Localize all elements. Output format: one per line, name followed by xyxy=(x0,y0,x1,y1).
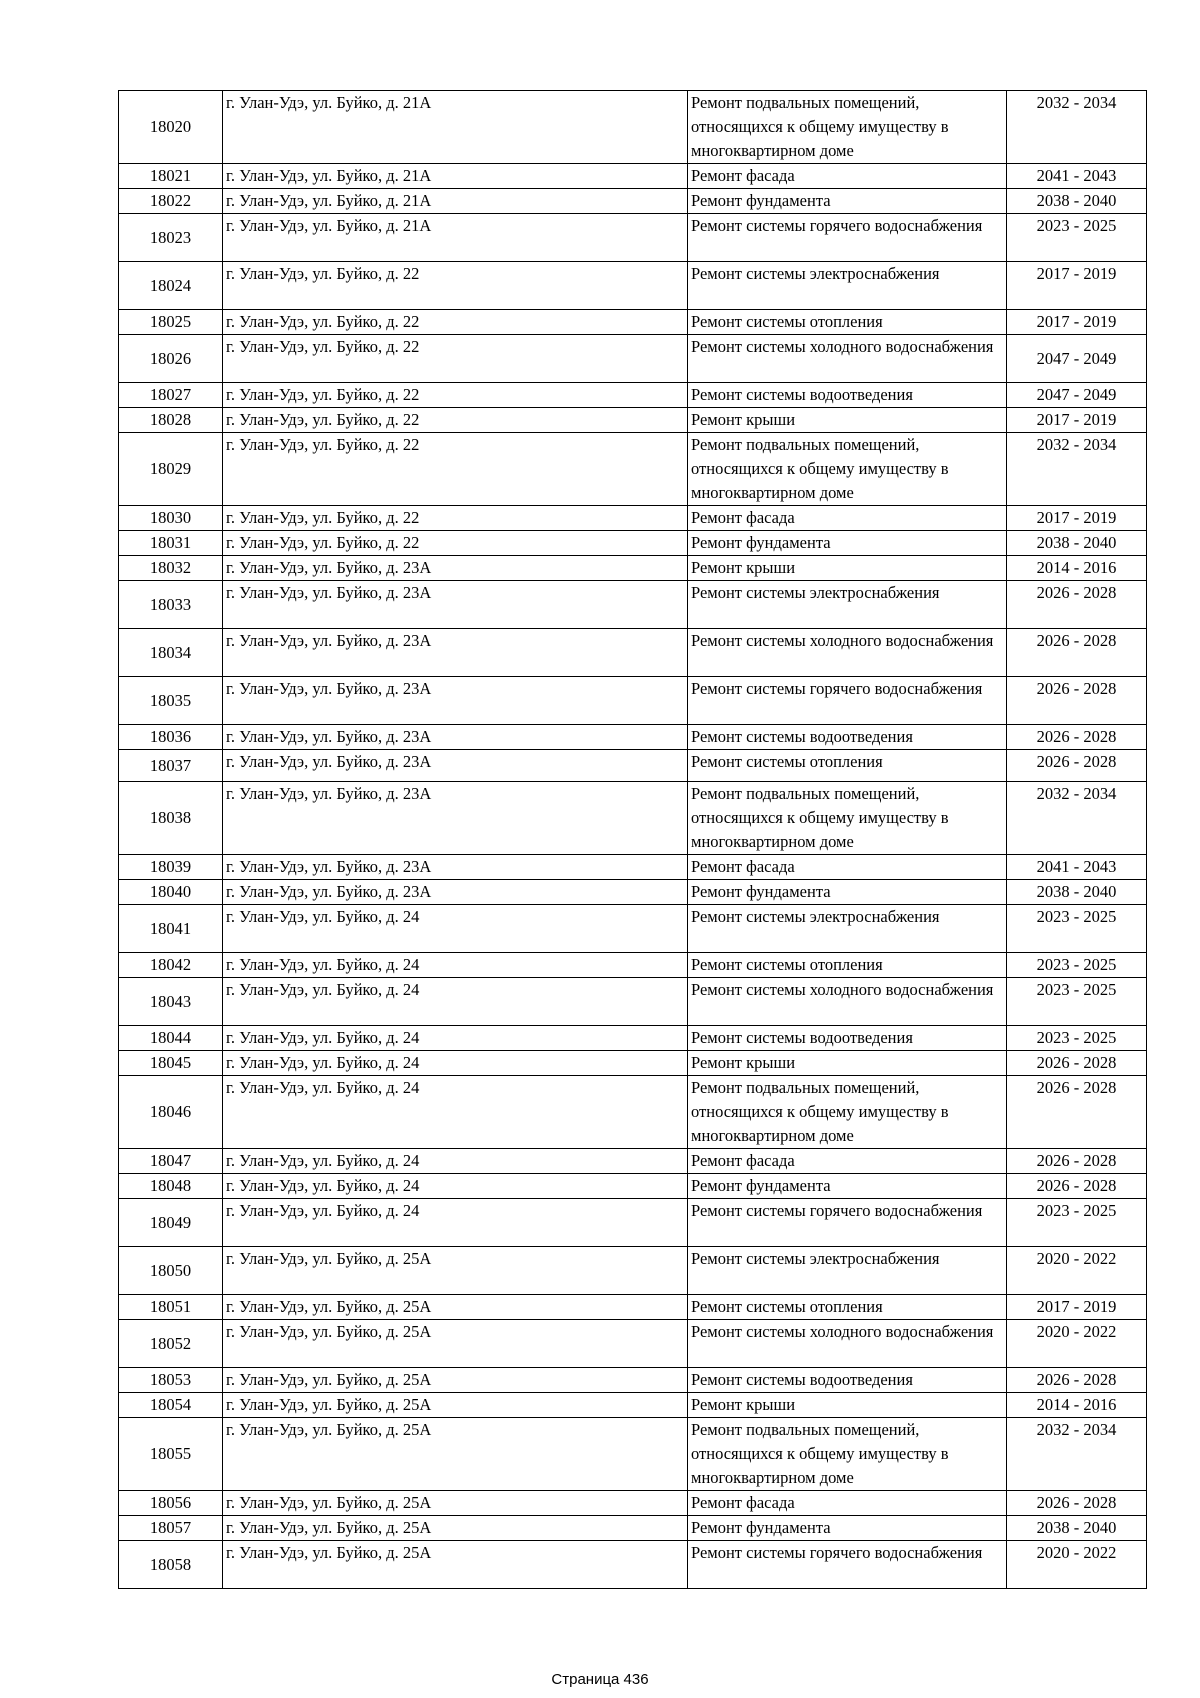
table-row xyxy=(119,1026,1147,1051)
row-number-cell: 18045 xyxy=(119,1051,223,1076)
row-number-cell: 18020 xyxy=(119,91,223,164)
period-cell: 2026 - 2028 xyxy=(1007,725,1147,750)
row-number-cell: 18032 xyxy=(119,556,223,581)
row-number-cell: 18037 xyxy=(119,750,223,782)
address-cell: г. Улан-Удэ, ул. Буйко, д. 25А xyxy=(223,1516,688,1541)
period-cell: 2041 - 2043 xyxy=(1007,164,1147,189)
period-cell: 2026 - 2028 xyxy=(1007,1149,1147,1174)
row-number-cell: 18031 xyxy=(119,531,223,556)
period-cell: 2047 - 2049 xyxy=(1007,335,1147,383)
row-number-cell: 18052 xyxy=(119,1320,223,1368)
address-cell: г. Улан-Удэ, ул. Буйко, д. 25А xyxy=(223,1247,688,1295)
table-row xyxy=(119,408,1147,433)
address-cell: г. Улан-Удэ, ул. Буйко, д. 23А xyxy=(223,782,688,855)
period-cell: 2023 - 2025 xyxy=(1007,214,1147,262)
period-cell: 2047 - 2049 xyxy=(1007,383,1147,408)
period-cell: 2017 - 2019 xyxy=(1007,408,1147,433)
work-type-cell: Ремонт системы отопления xyxy=(688,953,1007,978)
table-row xyxy=(119,262,1147,310)
row-number-cell: 18030 xyxy=(119,506,223,531)
address-cell: г. Улан-Удэ, ул. Буйко, д. 21А xyxy=(223,91,688,164)
address-cell: г. Улан-Удэ, ул. Буйко, д. 23А xyxy=(223,581,688,629)
address-cell: г. Улан-Удэ, ул. Буйко, д. 23А xyxy=(223,725,688,750)
work-type-cell: Ремонт системы водоотведения xyxy=(688,1368,1007,1393)
row-number-cell: 18038 xyxy=(119,782,223,855)
table-row xyxy=(119,1076,1147,1149)
work-type-cell: Ремонт системы холодного водоснабжения xyxy=(688,629,1007,677)
table-row xyxy=(119,581,1147,629)
work-type-cell: Ремонт подвальных помещений, относящихся к общему имуществу в многоквартирном доме xyxy=(688,1418,1007,1491)
address-cell: г. Улан-Удэ, ул. Буйко, д. 24 xyxy=(223,953,688,978)
period-cell: 2026 - 2028 xyxy=(1007,629,1147,677)
period-cell: 2020 - 2022 xyxy=(1007,1541,1147,1589)
period-cell: 2026 - 2028 xyxy=(1007,1076,1147,1149)
work-type-cell: Ремонт системы холодного водоснабжения xyxy=(688,335,1007,383)
period-cell: 2020 - 2022 xyxy=(1007,1320,1147,1368)
period-cell: 2026 - 2028 xyxy=(1007,1491,1147,1516)
row-number-cell: 18039 xyxy=(119,855,223,880)
address-cell: г. Улан-Удэ, ул. Буйко, д. 23А xyxy=(223,855,688,880)
row-number-cell: 18058 xyxy=(119,1541,223,1589)
table-row xyxy=(119,905,1147,953)
row-number-cell: 18029 xyxy=(119,433,223,506)
table-row xyxy=(119,433,1147,506)
table-body xyxy=(119,91,1147,1589)
period-cell: 2014 - 2016 xyxy=(1007,556,1147,581)
address-cell: г. Улан-Удэ, ул. Буйко, д. 22 xyxy=(223,408,688,433)
work-type-cell: Ремонт фундамента xyxy=(688,1174,1007,1199)
row-number-cell: 18054 xyxy=(119,1393,223,1418)
address-cell: г. Улан-Удэ, ул. Буйко, д. 24 xyxy=(223,1199,688,1247)
table-row xyxy=(119,1320,1147,1368)
address-cell: г. Улан-Удэ, ул. Буйко, д. 24 xyxy=(223,1026,688,1051)
row-number-cell: 18022 xyxy=(119,189,223,214)
row-number-cell: 18051 xyxy=(119,1295,223,1320)
work-type-cell: Ремонт системы электроснабжения xyxy=(688,905,1007,953)
table-row xyxy=(119,725,1147,750)
address-cell: г. Улан-Удэ, ул. Буйко, д. 22 xyxy=(223,262,688,310)
work-type-cell: Ремонт фасада xyxy=(688,506,1007,531)
table-row xyxy=(119,1541,1147,1589)
period-cell: 2038 - 2040 xyxy=(1007,1516,1147,1541)
row-number-cell: 18024 xyxy=(119,262,223,310)
work-type-cell: Ремонт системы холодного водоснабжения xyxy=(688,1320,1007,1368)
row-number-cell: 18049 xyxy=(119,1199,223,1247)
work-type-cell: Ремонт системы отопления xyxy=(688,1295,1007,1320)
work-type-cell: Ремонт крыши xyxy=(688,1393,1007,1418)
work-type-cell: Ремонт подвальных помещений, относящихся к общему имуществу в многоквартирном доме xyxy=(688,1076,1007,1149)
address-cell: г. Улан-Удэ, ул. Буйко, д. 23А xyxy=(223,750,688,782)
table-row xyxy=(119,556,1147,581)
work-type-cell: Ремонт крыши xyxy=(688,556,1007,581)
address-cell: г. Улан-Удэ, ул. Буйко, д. 22 xyxy=(223,383,688,408)
work-type-cell: Ремонт подвальных помещений, относящихся к общему имуществу в многоквартирном доме xyxy=(688,91,1007,164)
period-cell: 2032 - 2034 xyxy=(1007,782,1147,855)
table-row xyxy=(119,1295,1147,1320)
table-row xyxy=(119,629,1147,677)
address-cell: г. Улан-Удэ, ул. Буйко, д. 25А xyxy=(223,1295,688,1320)
address-cell: г. Улан-Удэ, ул. Буйко, д. 24 xyxy=(223,978,688,1026)
period-cell: 2023 - 2025 xyxy=(1007,1199,1147,1247)
work-type-cell: Ремонт системы отопления xyxy=(688,750,1007,782)
row-number-cell: 18043 xyxy=(119,978,223,1026)
address-cell: г. Улан-Удэ, ул. Буйко, д. 23А xyxy=(223,556,688,581)
period-cell: 2017 - 2019 xyxy=(1007,262,1147,310)
work-type-cell: Ремонт системы водоотведения xyxy=(688,1026,1007,1051)
period-cell: 2017 - 2019 xyxy=(1007,506,1147,531)
work-type-cell: Ремонт системы электроснабжения xyxy=(688,262,1007,310)
table-row xyxy=(119,1418,1147,1491)
row-number-cell: 18044 xyxy=(119,1026,223,1051)
table-row xyxy=(119,1199,1147,1247)
period-cell: 2032 - 2034 xyxy=(1007,91,1147,164)
row-number-cell: 18025 xyxy=(119,310,223,335)
period-cell: 2014 - 2016 xyxy=(1007,1393,1147,1418)
table-row xyxy=(119,855,1147,880)
row-number-cell: 18026 xyxy=(119,335,223,383)
table-row xyxy=(119,953,1147,978)
work-type-cell: Ремонт системы водоотведения xyxy=(688,383,1007,408)
period-cell: 2026 - 2028 xyxy=(1007,581,1147,629)
work-type-cell: Ремонт системы электроснабжения xyxy=(688,581,1007,629)
work-type-cell: Ремонт системы горячего водоснабжения xyxy=(688,677,1007,725)
row-number-cell: 18056 xyxy=(119,1491,223,1516)
row-number-cell: 18027 xyxy=(119,383,223,408)
table-row xyxy=(119,1368,1147,1393)
address-cell: г. Улан-Удэ, ул. Буйко, д. 22 xyxy=(223,335,688,383)
table-row xyxy=(119,782,1147,855)
table-row xyxy=(119,335,1147,383)
table-row xyxy=(119,880,1147,905)
row-number-cell: 18047 xyxy=(119,1149,223,1174)
work-type-cell: Ремонт системы горячего водоснабжения xyxy=(688,1199,1007,1247)
period-cell: 2032 - 2034 xyxy=(1007,1418,1147,1491)
address-cell: г. Улан-Удэ, ул. Буйко, д. 23А xyxy=(223,880,688,905)
row-number-cell: 18028 xyxy=(119,408,223,433)
repair-schedule-table xyxy=(118,90,1147,1589)
period-cell: 2026 - 2028 xyxy=(1007,1368,1147,1393)
table-row xyxy=(119,189,1147,214)
work-type-cell: Ремонт подвальных помещений, относящихся к общему имуществу в многоквартирном доме xyxy=(688,433,1007,506)
table-row xyxy=(119,383,1147,408)
work-type-cell: Ремонт фасада xyxy=(688,1149,1007,1174)
period-cell: 2017 - 2019 xyxy=(1007,1295,1147,1320)
address-cell: г. Улан-Удэ, ул. Буйко, д. 24 xyxy=(223,1051,688,1076)
work-type-cell: Ремонт фундамента xyxy=(688,880,1007,905)
table-row xyxy=(119,164,1147,189)
work-type-cell: Ремонт фундамента xyxy=(688,1516,1007,1541)
period-cell: 2023 - 2025 xyxy=(1007,1026,1147,1051)
row-number-cell: 18050 xyxy=(119,1247,223,1295)
document-sheet xyxy=(118,90,1146,1589)
period-cell: 2032 - 2034 xyxy=(1007,433,1147,506)
table-row xyxy=(119,1516,1147,1541)
table-row xyxy=(119,1174,1147,1199)
period-cell: 2026 - 2028 xyxy=(1007,1051,1147,1076)
address-cell: г. Улан-Удэ, ул. Буйко, д. 23А xyxy=(223,629,688,677)
work-type-cell: Ремонт системы горячего водоснабжения xyxy=(688,214,1007,262)
work-type-cell: Ремонт фасада xyxy=(688,164,1007,189)
period-cell: 2041 - 2043 xyxy=(1007,855,1147,880)
work-type-cell: Ремонт подвальных помещений, относящихся к общему имуществу в многоквартирном доме xyxy=(688,782,1007,855)
address-cell: г. Улан-Удэ, ул. Буйко, д. 24 xyxy=(223,905,688,953)
period-cell: 2026 - 2028 xyxy=(1007,1174,1147,1199)
address-cell: г. Улан-Удэ, ул. Буйко, д. 22 xyxy=(223,310,688,335)
address-cell: г. Улан-Удэ, ул. Буйко, д. 22 xyxy=(223,433,688,506)
work-type-cell: Ремонт системы электроснабжения xyxy=(688,1247,1007,1295)
work-type-cell: Ремонт системы отопления xyxy=(688,310,1007,335)
period-cell: 2026 - 2028 xyxy=(1007,677,1147,725)
work-type-cell: Ремонт фасада xyxy=(688,855,1007,880)
table-row xyxy=(119,1393,1147,1418)
work-type-cell: Ремонт фундамента xyxy=(688,189,1007,214)
work-type-cell: Ремонт системы горячего водоснабжения xyxy=(688,1541,1007,1589)
address-cell: г. Улан-Удэ, ул. Буйко, д. 21А xyxy=(223,164,688,189)
table-row xyxy=(119,978,1147,1026)
row-number-cell: 18048 xyxy=(119,1174,223,1199)
work-type-cell: Ремонт системы холодного водоснабжения xyxy=(688,978,1007,1026)
address-cell: г. Улан-Удэ, ул. Буйко, д. 21А xyxy=(223,214,688,262)
address-cell: г. Улан-Удэ, ул. Буйко, д. 25А xyxy=(223,1541,688,1589)
period-cell: 2038 - 2040 xyxy=(1007,880,1147,905)
table-row xyxy=(119,1491,1147,1516)
work-type-cell: Ремонт системы водоотведения xyxy=(688,725,1007,750)
row-number-cell: 18040 xyxy=(119,880,223,905)
address-cell: г. Улан-Удэ, ул. Буйко, д. 22 xyxy=(223,506,688,531)
row-number-cell: 18042 xyxy=(119,953,223,978)
period-cell: 2020 - 2022 xyxy=(1007,1247,1147,1295)
period-cell: 2017 - 2019 xyxy=(1007,310,1147,335)
table-row xyxy=(119,1149,1147,1174)
address-cell: г. Улан-Удэ, ул. Буйко, д. 24 xyxy=(223,1149,688,1174)
table-row xyxy=(119,531,1147,556)
row-number-cell: 18053 xyxy=(119,1368,223,1393)
address-cell: г. Улан-Удэ, ул. Буйко, д. 21А xyxy=(223,189,688,214)
table-row xyxy=(119,91,1147,164)
work-type-cell: Ремонт фундамента xyxy=(688,531,1007,556)
table-row xyxy=(119,750,1147,782)
period-cell: 2023 - 2025 xyxy=(1007,978,1147,1026)
address-cell: г. Улан-Удэ, ул. Буйко, д. 25А xyxy=(223,1393,688,1418)
table-row xyxy=(119,677,1147,725)
address-cell: г. Улан-Удэ, ул. Буйко, д. 23А xyxy=(223,677,688,725)
row-number-cell: 18033 xyxy=(119,581,223,629)
work-type-cell: Ремонт крыши xyxy=(688,408,1007,433)
period-cell: 2026 - 2028 xyxy=(1007,750,1147,782)
period-cell: 2038 - 2040 xyxy=(1007,531,1147,556)
period-cell: 2023 - 2025 xyxy=(1007,905,1147,953)
row-number-cell: 18046 xyxy=(119,1076,223,1149)
row-number-cell: 18034 xyxy=(119,629,223,677)
row-number-cell: 18055 xyxy=(119,1418,223,1491)
address-cell: г. Улан-Удэ, ул. Буйко, д. 25А xyxy=(223,1368,688,1393)
table-row xyxy=(119,506,1147,531)
work-type-cell: Ремонт фасада xyxy=(688,1491,1007,1516)
row-number-cell: 18023 xyxy=(119,214,223,262)
work-type-cell: Ремонт крыши xyxy=(688,1051,1007,1076)
address-cell: г. Улан-Удэ, ул. Буйко, д. 24 xyxy=(223,1174,688,1199)
address-cell: г. Улан-Удэ, ул. Буйко, д. 25А xyxy=(223,1320,688,1368)
row-number-cell: 18021 xyxy=(119,164,223,189)
row-number-cell: 18041 xyxy=(119,905,223,953)
page-number: Страница 436 xyxy=(551,1671,649,1688)
address-cell: г. Улан-Удэ, ул. Буйко, д. 22 xyxy=(223,531,688,556)
row-number-cell: 18036 xyxy=(119,725,223,750)
address-cell: г. Улан-Удэ, ул. Буйко, д. 24 xyxy=(223,1076,688,1149)
table-row xyxy=(119,214,1147,262)
period-cell: 2023 - 2025 xyxy=(1007,953,1147,978)
period-cell: 2038 - 2040 xyxy=(1007,189,1147,214)
table-row xyxy=(119,1051,1147,1076)
address-cell: г. Улан-Удэ, ул. Буйко, д. 25А xyxy=(223,1491,688,1516)
table-row xyxy=(119,310,1147,335)
address-cell: г. Улан-Удэ, ул. Буйко, д. 25А xyxy=(223,1418,688,1491)
row-number-cell: 18035 xyxy=(119,677,223,725)
row-number-cell: 18057 xyxy=(119,1516,223,1541)
table-row xyxy=(119,1247,1147,1295)
